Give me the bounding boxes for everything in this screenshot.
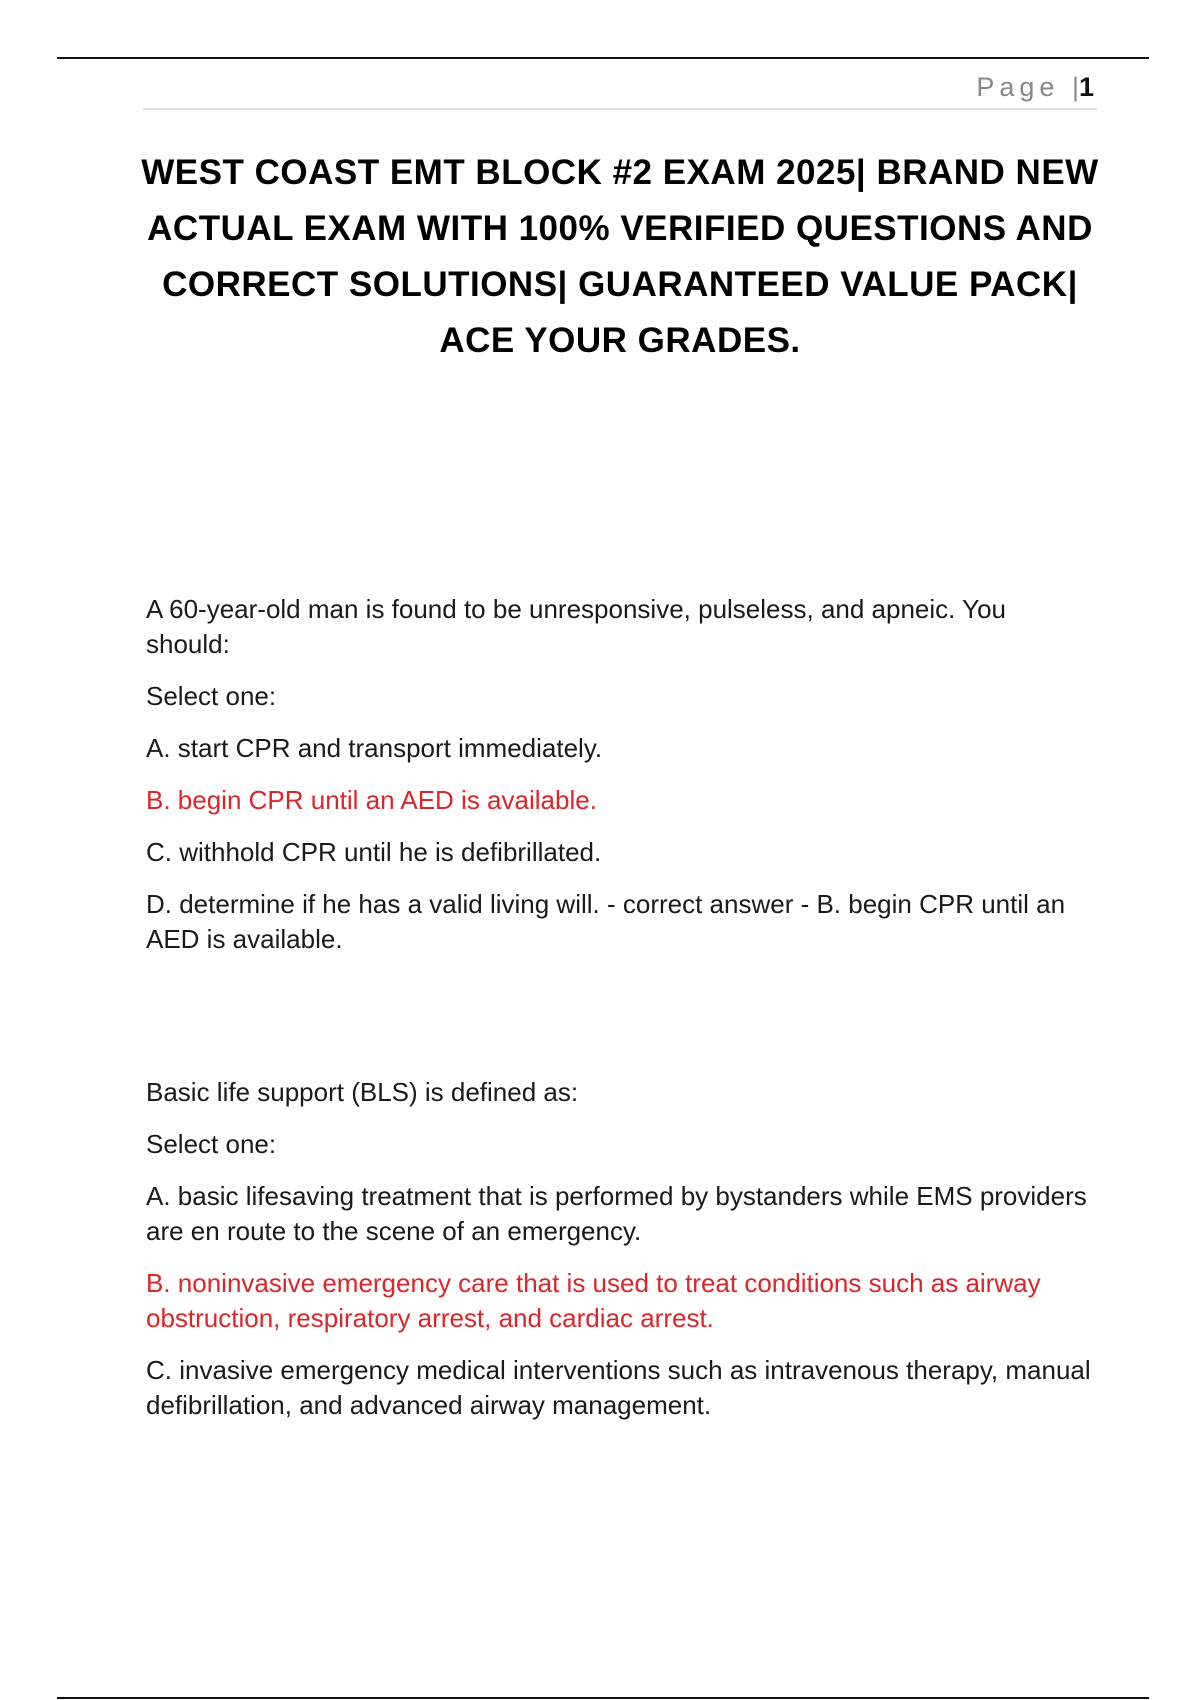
bottom-rule (57, 1697, 1149, 1699)
select-one-label: Select one: (146, 681, 277, 711)
option-d: D. determine if he has a valid living will. - correct answer - B. begin CPR until an AED is available. (146, 889, 1066, 954)
select-one-label: Select one: (146, 1129, 277, 1159)
option-c: C. withhold CPR until he is defibrillated. (146, 837, 602, 867)
question-2 (146, 1075, 1096, 1440)
page-number: Page |1 (976, 72, 1094, 102)
option-a: A. basic lifesaving treatment that is performed by bystanders while EMS providers are en route to the scene of an emergency. (146, 1181, 1087, 1246)
option-a: A. start CPR and transport immediately. (146, 733, 603, 763)
question-stem: Basic life support (BLS) is defined as: (146, 1077, 579, 1107)
top-rule (57, 57, 1149, 59)
header-rule (143, 108, 1097, 110)
question-1 (146, 592, 1096, 974)
option-b-correct: B. noninvasive emergency care that is used to treat conditions such as airway obstruction, respiratory arrest, and cardiac arrest. (146, 1268, 1041, 1333)
option-c: C. invasive emergency medical interventions such as intravenous therapy, manual defibrillation, and advanced airway management. (146, 1355, 1091, 1420)
document-title: WEST COAST EMT BLOCK #2 EXAM 2025| BRAND NEW ACTUAL EXAM WITH 100% VERIFIED QUESTIONS AND CORRECT SOLUTIONS| GUARANTEED VALUE PACK| ACE YOUR GRADES. (141, 153, 1099, 360)
question-stem: A 60-year-old man is found to be unresponsive, pulseless, and apneic. You should: (146, 594, 1007, 659)
option-b-correct: B. begin CPR until an AED is available. (146, 785, 597, 815)
